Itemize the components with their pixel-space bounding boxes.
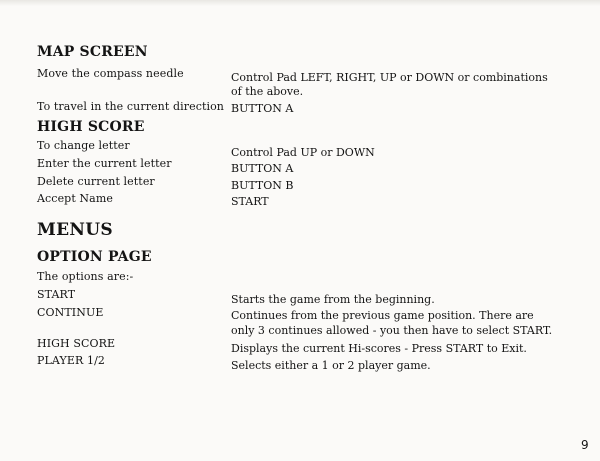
hs-delete-action: Delete current letter <box>37 175 155 188</box>
hs-change-action: To change letter <box>37 139 130 152</box>
option-continue-description: Continues from the previous game position. There are <box>231 309 534 322</box>
option-high-score-name: HIGH SCORE <box>37 337 116 350</box>
hs-accept-control: START <box>231 195 269 208</box>
page-number: 9 <box>581 438 589 452</box>
option-continue-description-cont: only 3 continues allowed - you then have to select START. <box>231 324 553 337</box>
high-score-heading: HIGH SCORE <box>37 119 145 135</box>
map-compass-action: Move the compass needle <box>37 67 184 80</box>
hs-enter-control: BUTTON A <box>231 162 294 175</box>
map-compass-control: Control Pad LEFT, RIGHT, UP or DOWN or combinations <box>231 71 548 84</box>
map-screen-heading: MAP SCREEN <box>37 44 148 60</box>
option-continue-name: CONTINUE <box>37 306 104 319</box>
map-travel-control: BUTTON A <box>231 102 294 115</box>
scan-top-edge <box>0 0 600 6</box>
option-page-heading: OPTION PAGE <box>37 249 152 265</box>
option-player-description: Selects either a 1 or 2 player game. <box>231 359 431 372</box>
options-intro: The options are:- <box>37 270 134 283</box>
option-high-score-description: Displays the current Hi-scores - Press START to Exit. <box>231 342 527 355</box>
map-travel-action: To travel in the current direction <box>37 100 224 113</box>
map-compass-control-cont: of the above. <box>231 85 304 98</box>
menus-heading: MENUS <box>37 220 113 240</box>
hs-change-control: Control Pad UP or DOWN <box>231 146 375 159</box>
option-player-name: PLAYER 1/2 <box>37 354 105 367</box>
hs-enter-action: Enter the current letter <box>37 157 172 170</box>
hs-accept-action: Accept Name <box>37 192 113 205</box>
hs-delete-control: BUTTON B <box>231 179 294 192</box>
option-start-description: Starts the game from the beginning. <box>231 293 435 306</box>
option-start-name: START <box>37 288 76 301</box>
